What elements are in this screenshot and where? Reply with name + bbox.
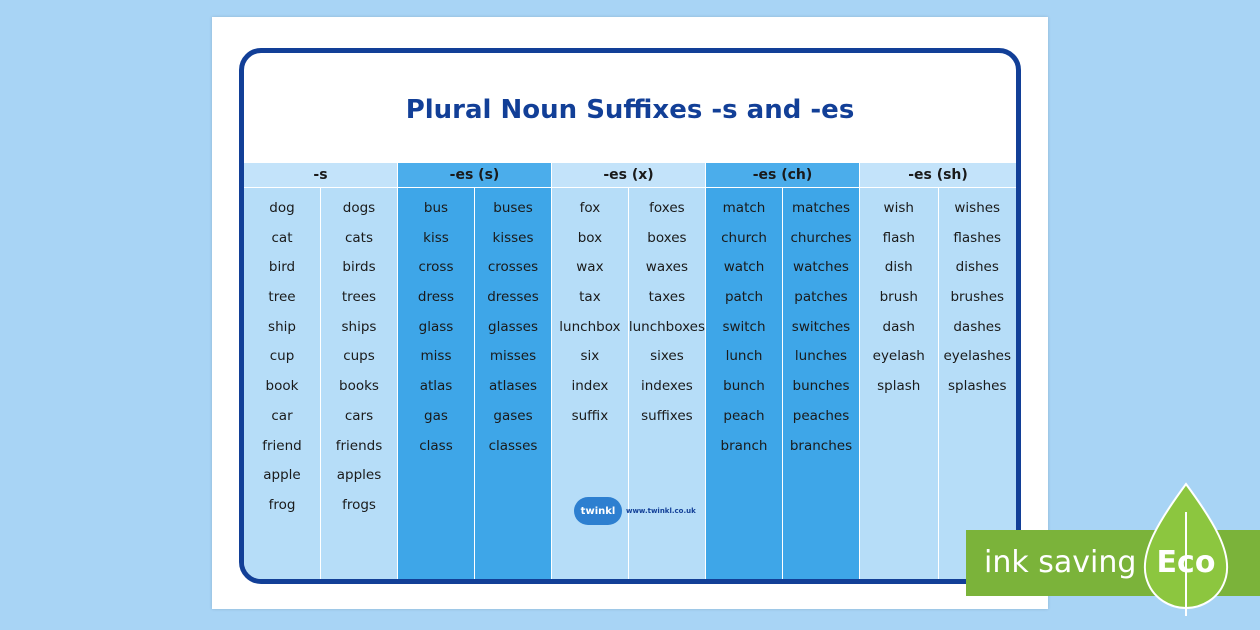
group-header: -s — [244, 163, 397, 188]
plural-word: frogs — [342, 496, 376, 513]
eco-badge-label: Eco — [1156, 545, 1216, 580]
plural-word: cats — [344, 229, 374, 246]
singular-word: car — [271, 407, 293, 424]
twinkl-logo-badge: twinkl — [574, 497, 622, 525]
group-header: -es (x) — [552, 163, 705, 188]
suffix-group — [398, 163, 552, 579]
plural-word: splashes — [947, 378, 1007, 395]
singular-word: bunch — [723, 378, 765, 395]
singular-word: splash — [877, 378, 921, 395]
singular-word: dress — [417, 289, 455, 306]
singular-column — [706, 188, 783, 579]
plural-word: bunches — [792, 378, 850, 395]
plural-word: switches — [791, 318, 851, 335]
plural-word: brushes — [950, 289, 1005, 306]
plural-word: buses — [493, 200, 533, 216]
singular-word: cup — [269, 348, 295, 365]
worksheet-page — [212, 17, 1048, 609]
singular-word: tree — [268, 289, 296, 306]
plural-word: dishes — [955, 259, 999, 276]
plural-word: glasses — [488, 318, 538, 335]
singular-word: match — [722, 200, 766, 216]
singular-word: atlas — [419, 378, 453, 395]
group-header: -es (s) — [398, 163, 551, 188]
singular-word: branch — [720, 437, 768, 454]
singular-word: ship — [268, 318, 296, 335]
twinkl-logo — [574, 497, 696, 525]
plural-word: foxes — [649, 200, 685, 216]
plural-column — [783, 188, 859, 579]
plural-word: eyelashes — [943, 348, 1012, 365]
plural-word: taxes — [648, 289, 686, 306]
singular-word: eyelash — [872, 348, 925, 365]
singular-word: book — [265, 378, 299, 395]
singular-word: wax — [576, 259, 604, 276]
singular-word: cross — [418, 259, 454, 276]
plural-word: dashes — [953, 318, 1002, 335]
plural-word: crosses — [487, 259, 539, 276]
singular-column — [244, 188, 321, 579]
singular-column — [398, 188, 475, 579]
plural-word: lunches — [794, 348, 848, 365]
plural-word: suffixes — [641, 407, 693, 424]
singular-word: suffix — [571, 407, 609, 424]
plural-word: patches — [794, 289, 848, 306]
plural-word: matches — [791, 200, 851, 216]
singular-column — [860, 188, 939, 579]
plural-word: branches — [789, 437, 853, 454]
singular-word: glass — [418, 318, 454, 335]
plural-word: apples — [336, 467, 382, 484]
group-header: -es (ch) — [706, 163, 859, 188]
plural-word: sixes — [650, 348, 684, 365]
suffix-group — [860, 163, 1016, 579]
singular-word: watch — [723, 259, 765, 276]
singular-word: church — [721, 229, 767, 246]
singular-word: dash — [882, 318, 915, 335]
plural-word: boxes — [647, 229, 687, 246]
plural-word: misses — [489, 348, 537, 365]
plural-word: churches — [790, 229, 852, 246]
singular-word: class — [419, 437, 453, 454]
plural-word: birds — [342, 259, 376, 276]
ink-saving-label: ink saving — [984, 545, 1137, 580]
plural-column — [475, 188, 551, 579]
plural-word: classes — [488, 437, 538, 454]
plural-word: cups — [343, 348, 375, 365]
singular-word: dish — [884, 259, 913, 276]
plural-word: peaches — [792, 407, 850, 424]
singular-word: peach — [723, 407, 765, 424]
singular-word: bus — [423, 200, 449, 216]
plural-word: dresses — [487, 289, 539, 306]
plural-word: watches — [793, 259, 849, 276]
plural-column — [939, 188, 1017, 579]
suffix-group — [706, 163, 860, 579]
singular-word: switch — [722, 318, 766, 335]
plural-word: wishes — [954, 200, 1001, 216]
singular-word: friend — [262, 437, 302, 454]
plural-word: friends — [335, 437, 383, 454]
plural-word: ships — [341, 318, 377, 335]
singular-word: gas — [424, 407, 448, 424]
singular-word: box — [577, 229, 603, 246]
singular-word: fox — [579, 200, 601, 216]
plural-word: books — [339, 378, 379, 395]
singular-word: bird — [268, 259, 296, 276]
singular-word: apple — [263, 467, 301, 484]
plural-word: gases — [493, 407, 533, 424]
plural-word: flashes — [953, 229, 1002, 246]
plural-word: indexes — [640, 378, 693, 395]
singular-word: flash — [882, 229, 915, 246]
singular-word: brush — [879, 289, 918, 306]
plural-word: dogs — [342, 200, 376, 216]
group-header: -es (sh) — [860, 163, 1016, 188]
suffix-group — [244, 163, 398, 579]
plural-word: cars — [344, 407, 374, 424]
twinkl-url: www.twinkl.co.uk — [626, 507, 696, 515]
plural-word: waxes — [645, 259, 689, 276]
singular-word: cat — [271, 229, 293, 246]
singular-word: wish — [883, 200, 914, 216]
singular-word: tax — [579, 289, 601, 306]
singular-word: patch — [724, 289, 764, 306]
singular-word: frog — [268, 496, 296, 513]
singular-word: lunchbox — [559, 318, 621, 335]
singular-word: kiss — [423, 229, 449, 246]
singular-word: index — [571, 378, 609, 395]
plural-word: kisses — [492, 229, 534, 246]
singular-word: miss — [420, 348, 452, 365]
plural-word: lunchboxes — [628, 318, 705, 335]
singular-word: six — [580, 348, 600, 365]
singular-word: lunch — [725, 348, 763, 365]
plural-column — [321, 188, 397, 579]
plural-word: atlases — [489, 378, 537, 395]
plural-word: trees — [341, 289, 377, 306]
singular-word: dog — [269, 200, 295, 216]
page-title: Plural Noun Suffixes -s and -es — [405, 95, 855, 125]
